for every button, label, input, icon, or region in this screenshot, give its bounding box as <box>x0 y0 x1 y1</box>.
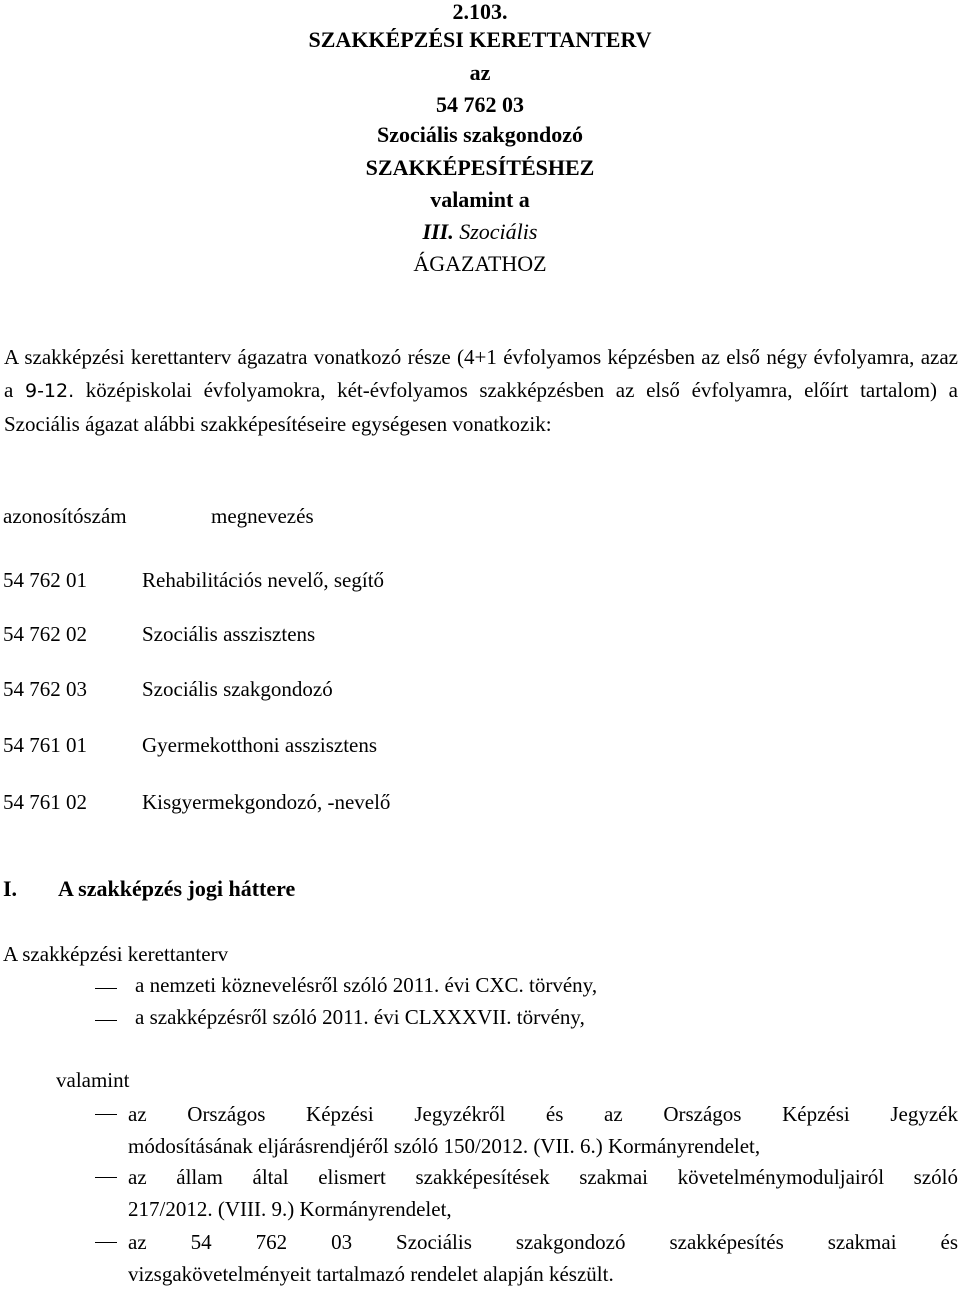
qualification-code: 54 762 03 <box>436 92 524 117</box>
dash-bullet-icon <box>95 1177 117 1178</box>
qualification-row-name: Rehabilitációs nevelő, segítő <box>142 568 385 592</box>
section-title: A szakképzés jogi háttere <box>58 876 296 901</box>
sector-name: Szociális <box>459 219 538 244</box>
qualification-name: Szociális szakgondozó <box>377 122 583 147</box>
qualification-row <box>3 733 603 758</box>
qualification-row-code: 54 761 01 <box>3 733 87 757</box>
section-number: I. <box>3 876 18 901</box>
legal-item <box>128 1226 958 1290</box>
dash-bullet-icon <box>95 1020 117 1021</box>
intro-range: 9-12. <box>24 380 75 402</box>
qualification-row <box>3 622 603 647</box>
intro-text-2: középiskolai évfolyamokra, két-évfolyamos szakképzésben az első évfolyamra, előírt tartalom) a Szociális ágazat alábbi szakképesítéseire egységesen vonatkozik: <box>4 378 959 436</box>
sector-line <box>0 217 960 249</box>
intro-paragraph <box>4 341 958 441</box>
qualification-row-code: 54 761 02 <box>3 790 87 814</box>
title-suffix: SZAKKÉPESÍTÉSHEZ <box>365 155 595 180</box>
qualification-row-name: Szociális szakgondozó <box>142 677 333 701</box>
qualification-row <box>3 568 603 593</box>
qualification-row <box>3 677 603 702</box>
document-number: 2.103. <box>452 0 508 24</box>
legal-item: a szakképzésről szóló 2011. évi CLXXXVII. törvény, <box>135 1005 585 1029</box>
qualification-row-name: Kisgyermekgondozó, -nevelő <box>142 790 391 814</box>
column-header-code: azonosítószám <box>3 504 127 528</box>
legal-item-line: módosításának eljárásrendjéről szóló 150/2012. (VII. 6.) Kormányrendelet, <box>128 1134 761 1158</box>
sector-suffix: ÁGAZATHOZ <box>413 251 547 276</box>
document-title: SZAKKÉPZÉSI KERETTANTERV <box>308 27 652 52</box>
qualification-row-name: Szociális asszisztens <box>142 622 316 646</box>
sector-prefix: III. <box>422 219 454 244</box>
legal-item <box>128 1098 958 1162</box>
title-valamint: valamint a <box>430 187 530 212</box>
intro-text-1: A szakképzési kerettanterv ágazatra vonatkozó része (4+1 évfolyamos képzésben az első négy évfolyamra, azaz a <box>4 345 958 402</box>
legal-valamint: valamint <box>56 1068 130 1092</box>
dash-bullet-icon <box>95 1114 117 1115</box>
dash-bullet-icon <box>95 1242 117 1243</box>
qualification-row-name: Gyermekotthoni asszisztens <box>142 733 378 757</box>
legal-item-line: az Országos Képzési Jegyzékről és az Országos Képzési Jegyzék <box>128 1102 958 1126</box>
title-az: az <box>469 60 491 85</box>
legal-item-line: 217/2012. (VIII. 9.) Kormányrendelet, <box>128 1197 452 1221</box>
section-heading <box>3 876 295 902</box>
qualification-row <box>3 790 603 815</box>
legal-item-line: vizsgakövetelményeit tartalmazó rendelet alapján készült. <box>128 1262 614 1286</box>
column-header-name: megnevezés <box>211 504 314 528</box>
dash-bullet-icon <box>95 988 117 989</box>
legal-item <box>128 1161 958 1225</box>
legal-item: a nemzeti köznevelésről szóló 2011. évi CXC. törvény, <box>135 973 598 997</box>
qualification-row-code: 54 762 01 <box>3 568 87 592</box>
legal-item-line: az állam által elismert szakképesítések szakmai követelménymoduljairól szóló <box>128 1165 958 1189</box>
legal-lead: A szakképzési kerettanterv <box>3 942 229 966</box>
qualification-row-code: 54 762 02 <box>3 622 87 646</box>
qualification-row-code: 54 762 03 <box>3 677 87 701</box>
legal-item-line: az 54 762 03 Szociális szakgondozó szakképesítés szakmai és <box>128 1230 958 1254</box>
